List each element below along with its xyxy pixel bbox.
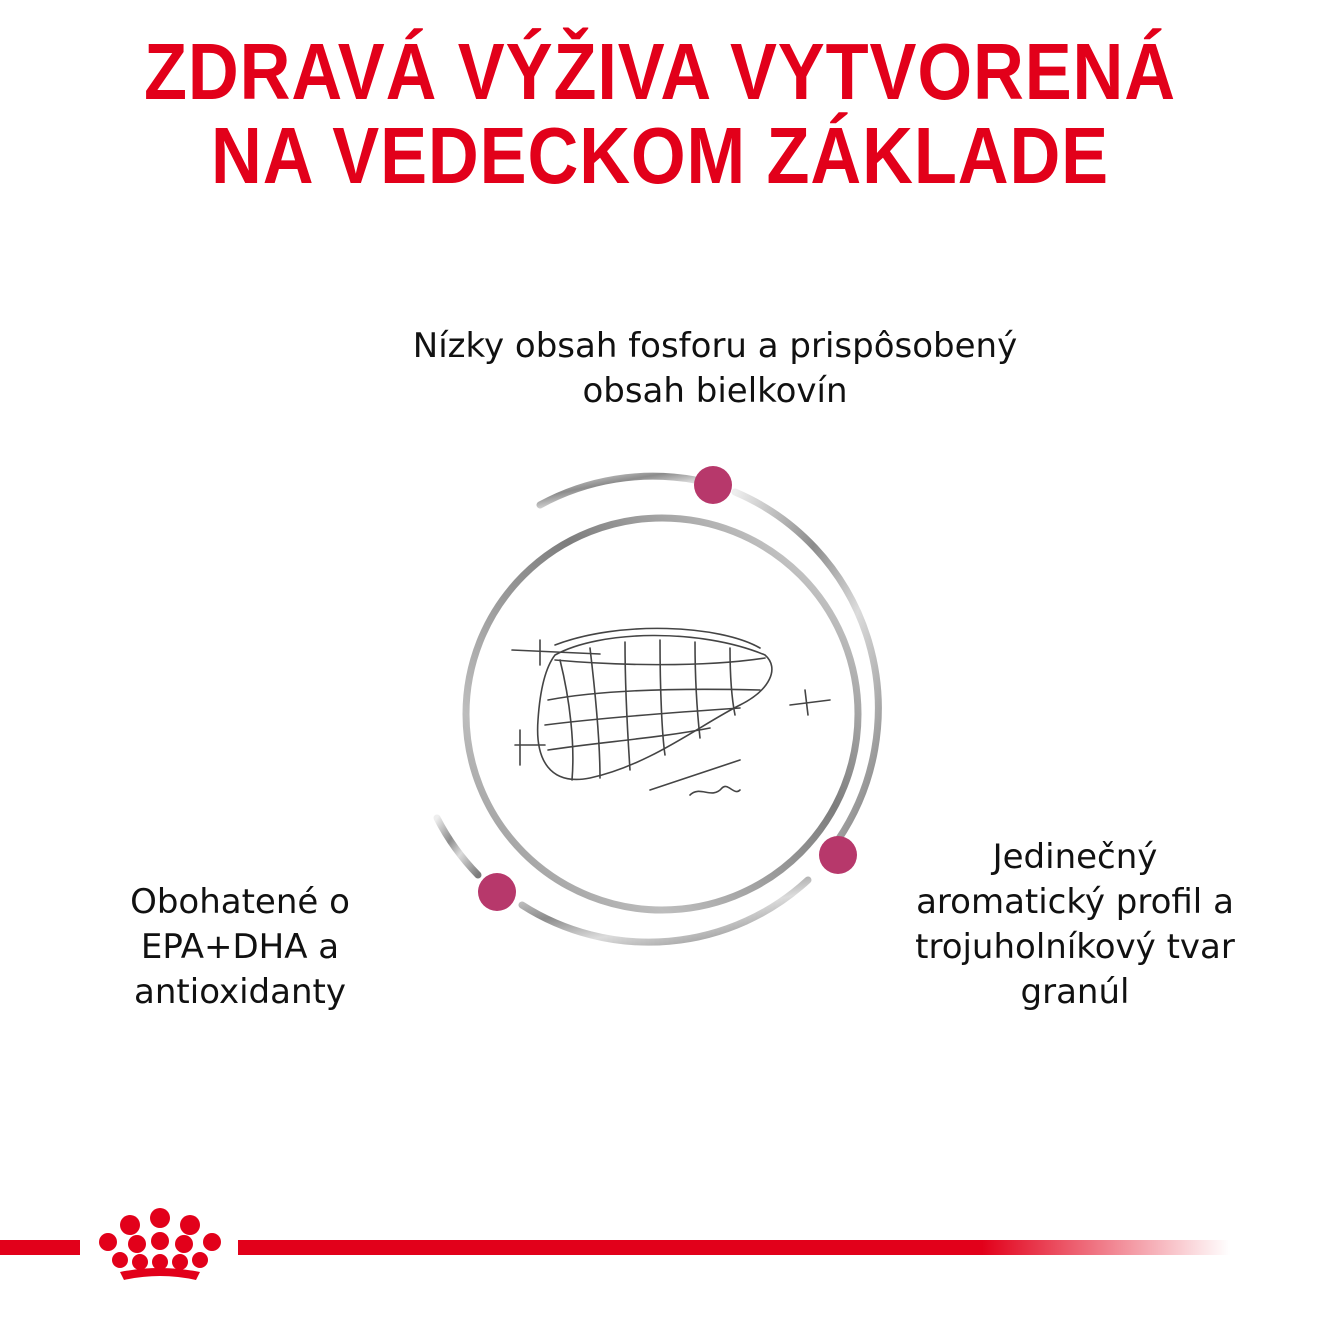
feature-left-line-2: EPA+DHA a xyxy=(140,927,340,967)
feature-top-line-1: Nízky obsah fosforu a prispôsobený xyxy=(412,326,1018,366)
feature-right xyxy=(880,835,1270,1015)
page-title xyxy=(79,27,1241,200)
outer-ring-arc-left xyxy=(437,818,478,875)
features-diagram xyxy=(400,440,920,980)
feature-dot-left xyxy=(478,873,516,911)
feature-left-line-3: antioxidanty xyxy=(134,972,346,1012)
footer-bar-left xyxy=(0,1240,80,1255)
feature-dot-top xyxy=(694,466,732,504)
feature-right-line-4: granúl xyxy=(1020,972,1130,1012)
royal-canin-crown-icon xyxy=(99,1208,221,1280)
footer-brand-bar xyxy=(0,1196,1320,1296)
feature-right-line-1: Jedinečný xyxy=(992,837,1158,877)
feature-left xyxy=(90,880,390,1015)
feature-top-line-2: obsah bielkovín xyxy=(582,371,848,411)
footer-bar-right xyxy=(238,1240,1230,1255)
kibble-sketch-icon xyxy=(512,628,830,795)
feature-left-line-1: Obohatené o xyxy=(130,882,350,922)
feature-right-line-3: trojuholníkový tvar xyxy=(915,927,1235,967)
feature-right-line-2: aromatický profil a xyxy=(916,882,1234,922)
feature-top xyxy=(330,324,1100,414)
feature-dot-right xyxy=(819,836,857,874)
outer-ring-arc-top xyxy=(540,476,695,505)
page-title-line-1: ZDRAVÁ VÝŽIVA VYTVORENÁ xyxy=(143,27,1176,116)
page-title-line-2: NA VEDECKOM ZÁKLADE xyxy=(210,111,1110,200)
